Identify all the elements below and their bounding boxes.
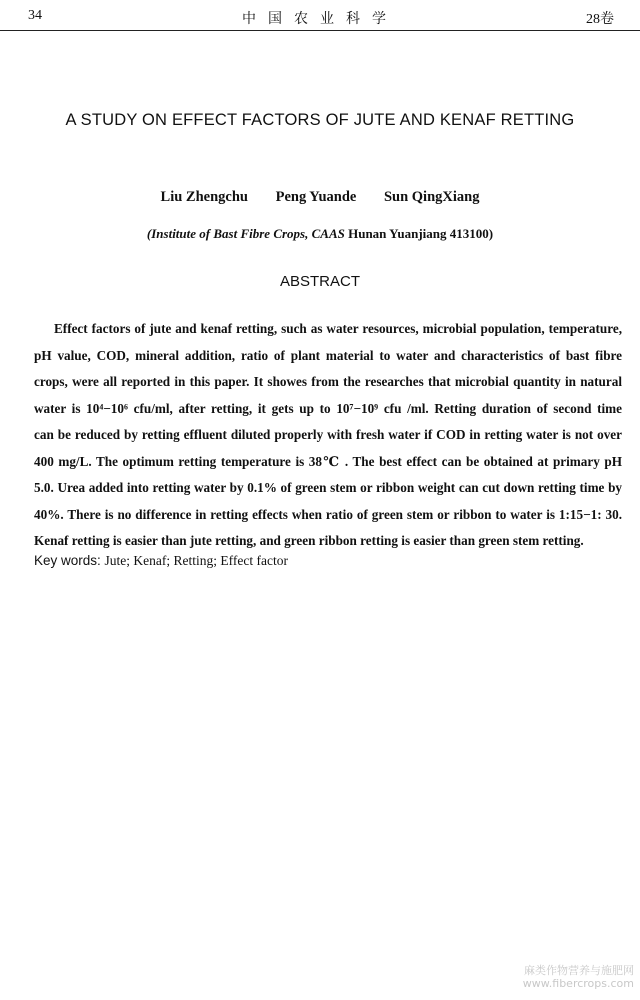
abstract-line: water is 10⁴−10⁶ cfu/ml, after retting, it gets up to 10⁷−10⁹ cfu /ml. Retting duration of second time xyxy=(34,400,622,416)
keywords-label: Key words: xyxy=(34,553,101,568)
abstract-line: Effect factors of jute and kenaf retting, such as water resources, microbial population, temperature, xyxy=(54,321,622,336)
abstract-line: 5.0. Urea added into retting water by 0.1% of green stem or ribbon weight can cut down retting time by xyxy=(34,480,622,495)
paper-title: A STUDY ON EFFECT FACTORS OF JUTE AND KENAF RETTING xyxy=(65,111,575,129)
volume-number: 28卷 xyxy=(586,12,614,27)
page-header xyxy=(0,0,640,31)
watermark-title: 麻类作物营养与施肥网 xyxy=(524,964,634,977)
institute-location: Hunan Yuanjiang 413100) xyxy=(348,226,494,241)
abstract-line: crops, were all reported in this paper. It showes from the researches that microbial quantity in natural xyxy=(34,374,622,389)
abstract-line: 40%. There is no difference in retting effects when ratio of green stem or ribbon to water is 1:15−1: 30. xyxy=(34,506,622,522)
abstract-heading: ABSTRACT xyxy=(279,273,360,290)
abstract-line: pH value, COD, mineral addition, ratio of plant material to water and characteristics of bast fibre xyxy=(34,347,622,363)
author-list xyxy=(0,189,640,206)
keywords-list: Jute; Kenaf; Retting; Effect factor xyxy=(104,553,288,568)
author-name: Sun QingXiang xyxy=(383,189,480,205)
abstract-line: 400 mg/L. The optimum retting temperature is 38℃ . The best effect can be obtained at primary pH xyxy=(34,453,622,469)
site-watermark xyxy=(504,964,634,990)
abstract-line: Kenaf retting is easier than jute retting, and green ribbon retting is easier than green stem retting. xyxy=(34,533,584,548)
author-name: Liu Zhengchu xyxy=(160,189,248,205)
author-name: Peng Yuande xyxy=(275,189,357,205)
abstract-line: can be reduced by retting effluent diluted properly with fresh water if COD in retting water is not over xyxy=(34,427,622,442)
page-number: 34 xyxy=(28,8,42,23)
abstract-body xyxy=(34,316,622,555)
institute-name: (Institute of Bast Fibre Crops, CAAS xyxy=(146,226,345,241)
affiliation xyxy=(0,226,640,242)
keywords xyxy=(34,553,288,569)
journal-name: 中国农业科学 xyxy=(242,11,398,27)
watermark-url: www.fibercrops.com xyxy=(522,977,634,990)
